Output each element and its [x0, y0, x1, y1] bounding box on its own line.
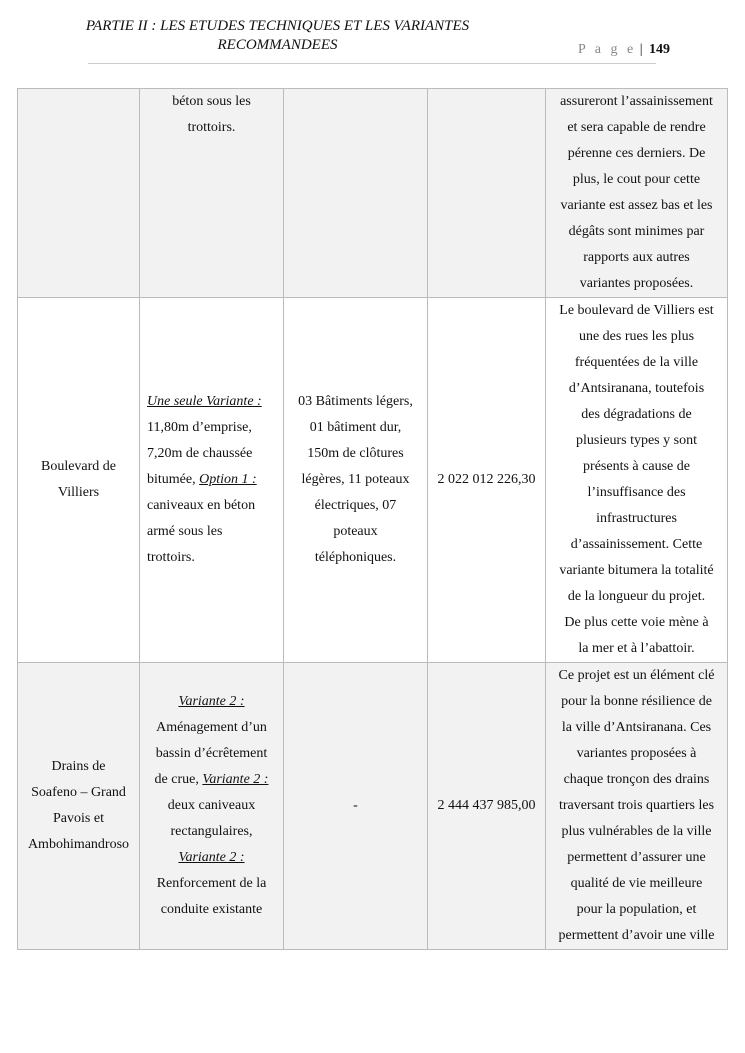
justification-line: plusieurs types y sont: [576, 433, 697, 448]
justification-line: plus vulnérables de la ville: [561, 824, 712, 839]
justification-line: fréquentées de la ville: [574, 355, 699, 370]
cell-justification: [546, 663, 728, 950]
justification-line: plus, le cout pour cette: [572, 172, 701, 187]
justification-line: dégâts sont minimes par: [568, 224, 705, 239]
justification-line: chaque tronçon des drains: [563, 772, 710, 787]
cell-variante: [140, 89, 284, 298]
name-line: Boulevard de: [40, 459, 117, 474]
header-title-line2: RECOMMANDEES: [217, 37, 338, 53]
variante-line: conduite existante: [160, 902, 263, 917]
variante-line: 7,20m de chaussée: [147, 446, 253, 461]
variante-line: bassin d’écrêtement: [155, 746, 268, 761]
justification-line: rapports aux autres: [583, 250, 690, 265]
page-separator: |: [639, 42, 643, 57]
justification-line: qualité de vie meilleure: [570, 876, 703, 891]
cell-cost: 2 022 012 226,30: [428, 298, 546, 663]
name-line: Drains de: [51, 759, 106, 774]
name-line: Villiers: [57, 485, 100, 500]
name-line: Pavois et: [53, 811, 104, 826]
cell-impacts: -: [284, 663, 428, 950]
variante-title: Une seule Variante :: [147, 394, 262, 409]
justification-line: pour la population, et: [576, 902, 697, 917]
variante-title: Variante 2 :: [178, 850, 245, 865]
variante-line: 11,80m d’emprise,: [147, 420, 252, 435]
page-label: P a g e: [578, 42, 637, 57]
justification-line: infrastructures: [596, 511, 677, 526]
justification-line: variante bitumera la totalité: [559, 563, 714, 578]
variante-line: rectangulaires,: [170, 824, 253, 839]
variante-line: armé sous les: [147, 524, 223, 539]
variante-title: Variante 2 :: [178, 694, 245, 709]
variante-title: Variante 2 :: [202, 772, 269, 787]
table-row: [18, 89, 728, 298]
page-number-block: [578, 42, 670, 58]
variante-line: Renforcement de la: [156, 876, 267, 891]
variante-line: béton sous les: [172, 94, 251, 109]
impact-line: poteaux: [333, 524, 378, 539]
justification-line: d’Antsiranana, toutefois: [568, 381, 705, 396]
justification-line: variantes proposées.: [579, 276, 694, 291]
justification-line: permettent d’assurer une: [567, 850, 706, 865]
justification-line: une des rues les plus: [578, 329, 695, 344]
impact-line: électriques, 07: [314, 498, 397, 513]
justification-line: l’insuffisance des: [587, 485, 686, 500]
variante-line: trottoirs.: [187, 120, 236, 135]
justification-line: permettent d’avoir une ville: [558, 928, 715, 943]
variante-line: bitumée,: [147, 472, 200, 487]
justification-line: de la longueur du projet.: [567, 589, 706, 604]
cell-name: [18, 663, 140, 950]
justification-line: variante est assez bas et les: [560, 198, 713, 213]
name-line: Soafeno – Grand: [31, 785, 126, 800]
cell-name: [18, 298, 140, 663]
justification-line: des dégradations de: [581, 407, 692, 422]
impact-line: légères, 11 poteaux: [301, 472, 410, 487]
table-row: [18, 298, 728, 663]
variants-table: [17, 88, 728, 950]
cell-impacts: [284, 89, 428, 298]
justification-line: Ce projet est un élément clé: [558, 668, 715, 683]
variante-line: trottoirs.: [147, 550, 195, 565]
justification-line: d’assainissement. Cette: [570, 537, 703, 552]
justification-line: et sera capable de rendre: [567, 120, 706, 135]
variante-line: deux caniveaux: [167, 798, 256, 813]
page-number: 149: [649, 42, 671, 57]
justification-line: pérenne ces derniers. De: [567, 146, 706, 161]
variante-line: caniveaux en béton: [147, 498, 256, 513]
justification-line: De plus cette voie mène à: [564, 615, 709, 630]
variante-line: de crue,: [154, 772, 203, 787]
option-title: Option 1 :: [199, 472, 257, 487]
justification-line: présents à cause de: [583, 459, 690, 474]
cell-variante: [140, 663, 284, 950]
cell-justification: [546, 89, 728, 298]
justification-line: assureront l’assainissement: [560, 94, 713, 109]
impact-line: 03 Bâtiments légers,: [298, 394, 413, 409]
cell-impacts: [284, 298, 428, 663]
header-divider: [88, 63, 656, 64]
justification-line: pour la bonne résilience de: [561, 694, 712, 709]
justification-line: Le boulevard de Villiers est: [559, 303, 714, 318]
variante-line: Aménagement d’un: [156, 720, 267, 735]
table-row: [18, 663, 728, 950]
cell-variante: [140, 298, 284, 663]
justification-line: la ville d’Antsiranana. Ces: [561, 720, 712, 735]
impact-line: téléphoniques.: [314, 550, 397, 565]
cell-name: [18, 89, 140, 298]
justification-line: variantes proposées à: [576, 746, 697, 761]
cell-cost: [428, 89, 546, 298]
cell-justification: [546, 298, 728, 663]
impact-line: 01 bâtiment dur,: [309, 420, 402, 435]
header-title-line1: PARTIE II : LES ETUDES TECHNIQUES ET LES VARIANTES: [85, 18, 470, 34]
justification-line: traversant trois quartiers les: [558, 798, 715, 813]
name-line: Ambohimandroso: [27, 837, 130, 852]
justification-line: la mer et à l’abattoir.: [578, 641, 695, 656]
header-title: [40, 17, 515, 55]
impact-line: 150m de clôtures: [307, 446, 404, 461]
cell-cost: 2 444 437 985,00: [428, 663, 546, 950]
